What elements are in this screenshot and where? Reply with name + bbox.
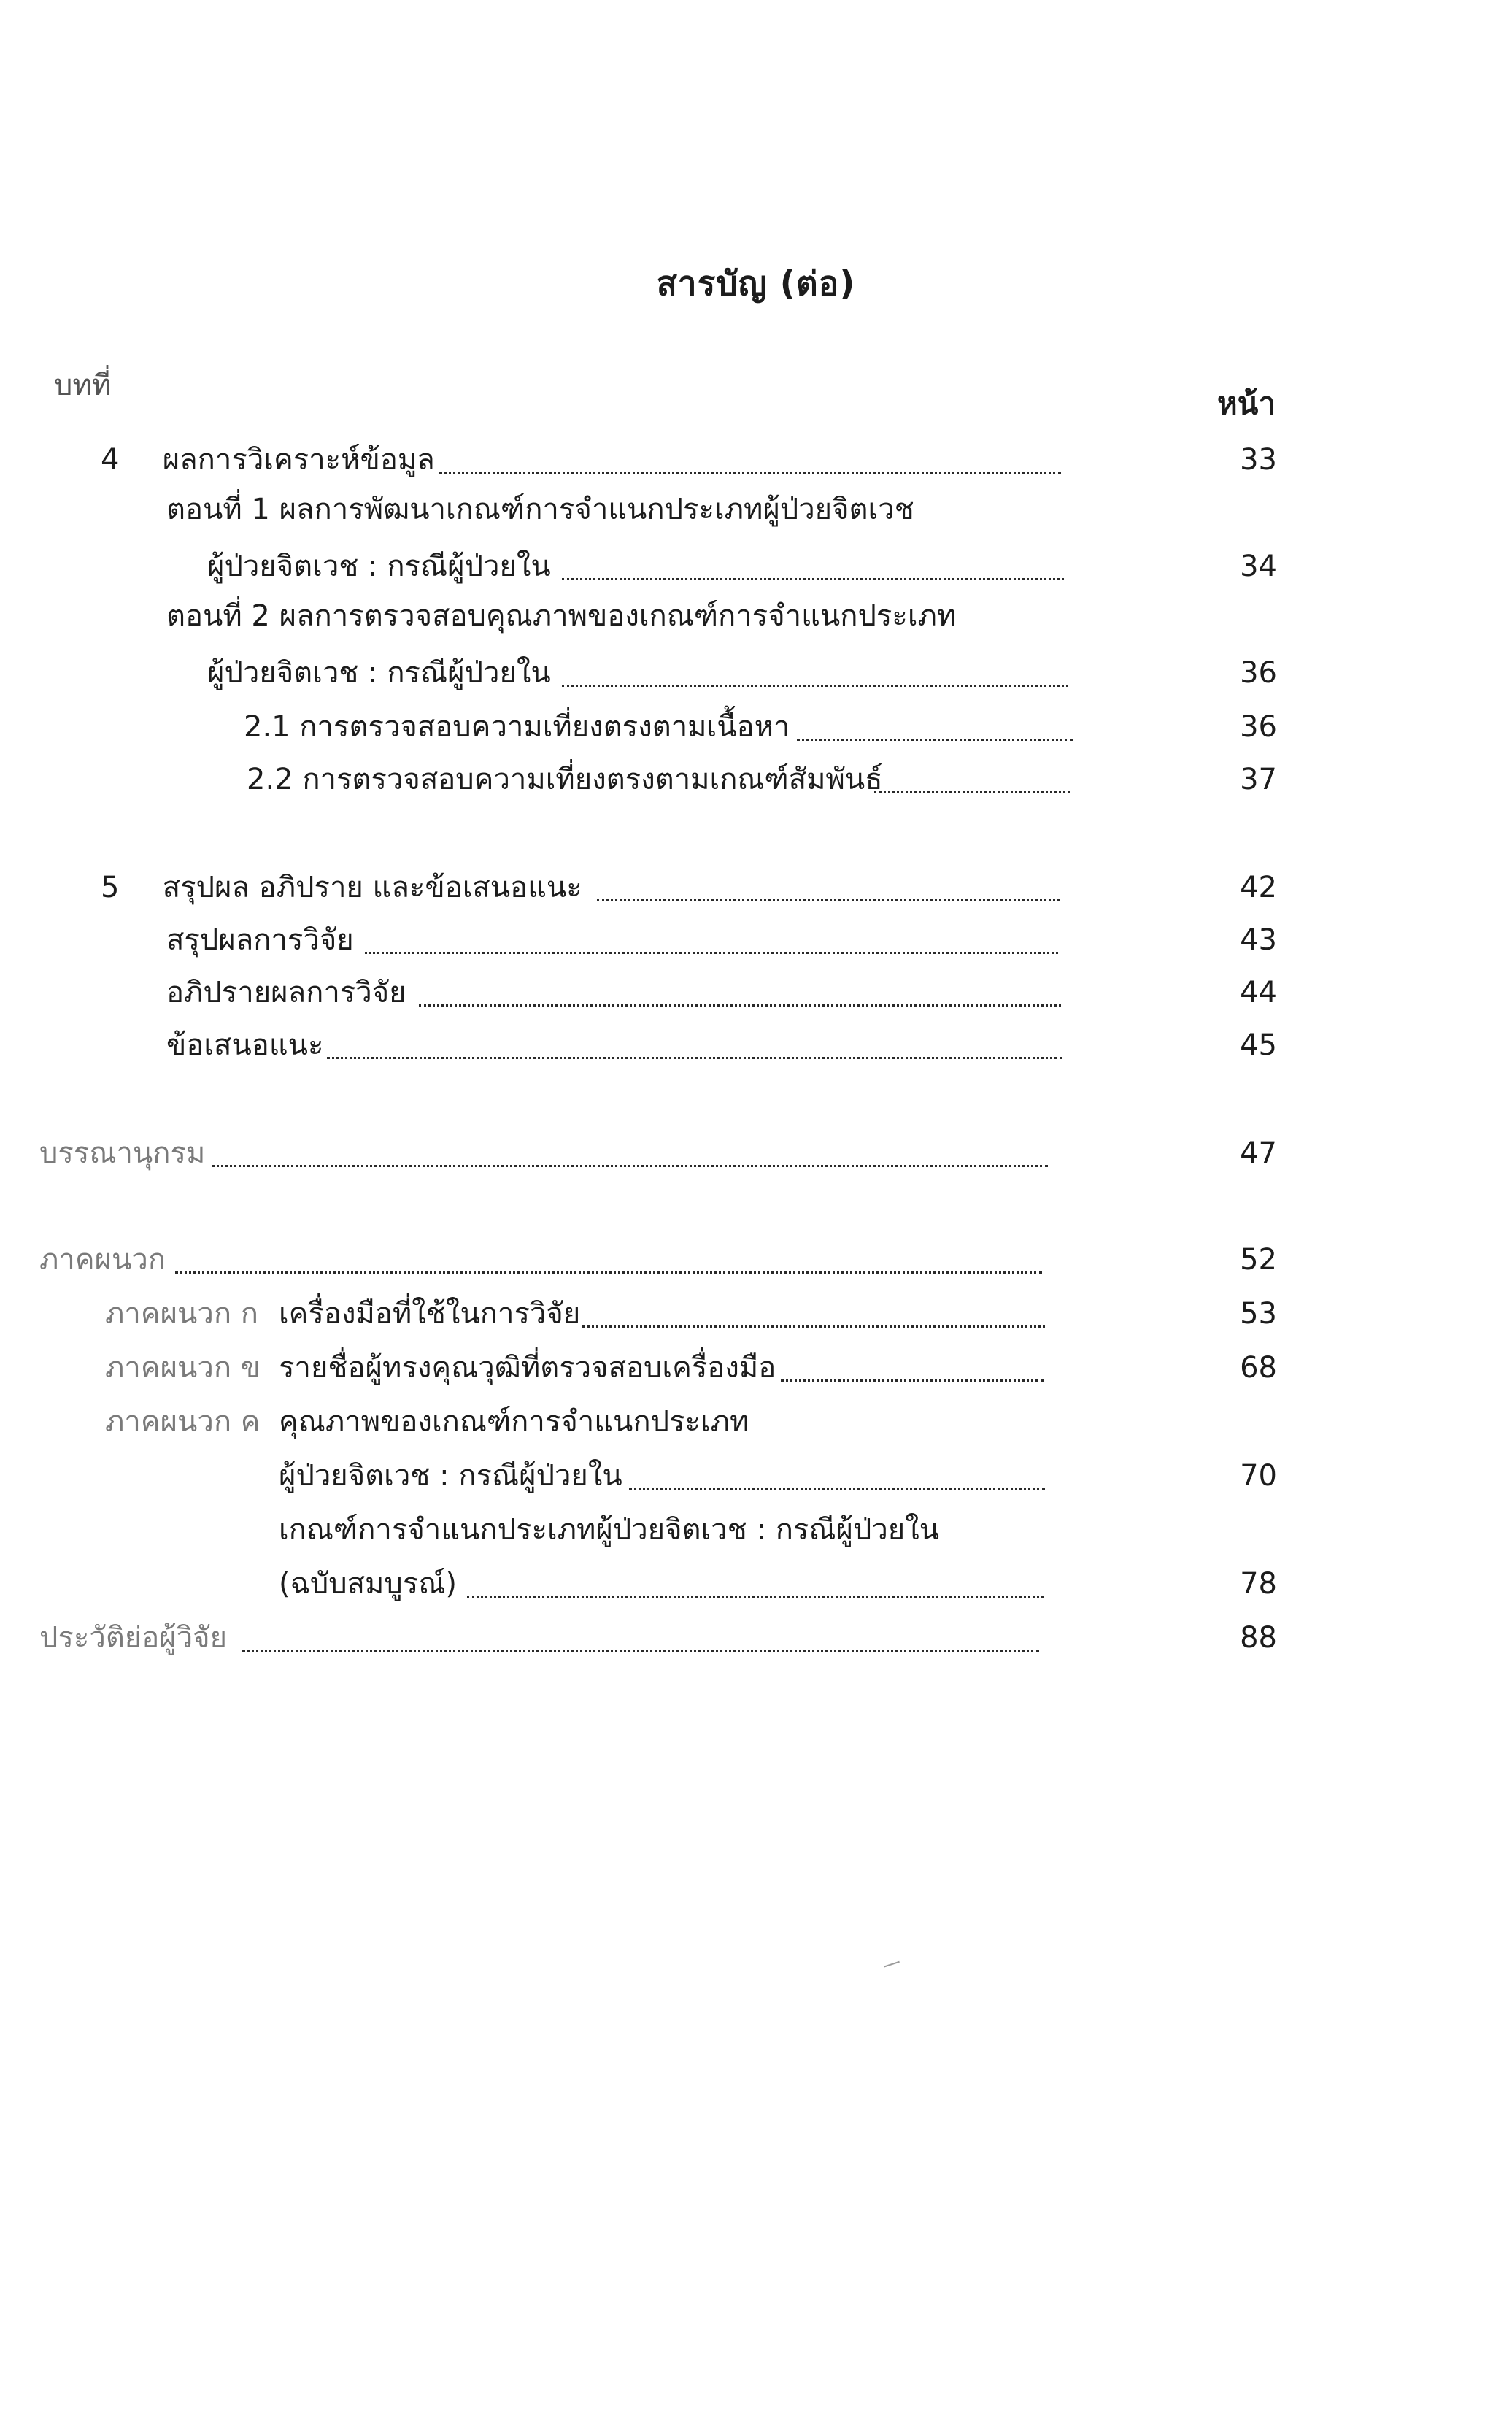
entry-label: เกณฑ์การจำแนกประเภทผู้ป่วยจิตเวช : กรณีผู้ป่วยใน: [279, 1513, 940, 1547]
entry-label: ภาคผนวก: [39, 1243, 166, 1277]
chapter-number: 4: [101, 443, 120, 477]
toc-entry-bibliography[interactable]: [0, 1131, 1512, 1175]
dot-leader: [175, 1228, 1042, 1274]
entry-page-number: 45: [1240, 1028, 1277, 1062]
toc-entry-section-1-cont[interactable]: [0, 544, 1512, 588]
dot-leader: [629, 1444, 1045, 1490]
entry-label: (ฉบับสมบูรณ์): [279, 1567, 458, 1601]
toc-entry-criteria-complete-cont[interactable]: [0, 1562, 1512, 1606]
toc-entry-section-2[interactable]: [0, 594, 1512, 638]
entry-label: รายชื่อผู้ทรงคุณวุฒิที่ตรวจสอบเครื่องมือ: [279, 1351, 776, 1385]
entry-label: อภิปรายผลการวิจัย: [166, 976, 406, 1009]
entry-label: 2.2 การตรวจสอบความเที่ยงตรงตามเกณฑ์สัมพันธ์: [247, 763, 883, 796]
entry-label: ผู้ป่วยจิตเวช : กรณีผู้ป่วยใน: [207, 550, 551, 583]
dot-leader: [327, 1013, 1062, 1059]
toc-entry-chapter-4[interactable]: [0, 438, 1512, 482]
entry-page-number: 44: [1240, 976, 1277, 1009]
entry-page-number: 43: [1240, 923, 1277, 957]
entry-prefix: ภาคผนวก ข: [105, 1351, 261, 1385]
entry-label: ตอนที่ 1 ผลการพัฒนาเกณฑ์การจำแนกประเภทผู้ป่วยจิตเวช: [166, 493, 914, 526]
entry-page-number: 52: [1240, 1243, 1277, 1277]
toc-entry-biography[interactable]: [0, 1616, 1512, 1660]
entry-page-number: 53: [1240, 1297, 1277, 1331]
toc-entry-section-2-cont[interactable]: [0, 651, 1512, 695]
entry-page-number: 36: [1240, 656, 1277, 690]
toc-entry-appendix[interactable]: [0, 1238, 1512, 1282]
dot-leader: [419, 961, 1061, 1007]
toc-entry-chapter-5[interactable]: [0, 866, 1512, 909]
chapter-number: 5: [101, 871, 120, 904]
dot-leader: [582, 1282, 1045, 1328]
toc-entry-conclusion[interactable]: [0, 918, 1512, 962]
scan-speck: [884, 1961, 900, 1971]
entry-label: เครื่องมือที่ใช้ในการวิจัย: [279, 1297, 581, 1331]
entry-label: ตอนที่ 2 ผลการตรวจสอบคุณภาพของเกณฑ์การจำแนกประเภท: [166, 599, 957, 633]
chapter-column-header: บทที่: [54, 369, 112, 402]
toc-entry-suggestions[interactable]: [0, 1023, 1512, 1067]
toc-entry-section-1[interactable]: [0, 488, 1512, 531]
entry-page-number: 37: [1240, 763, 1277, 796]
toc-entry-appendix-b[interactable]: [0, 1346, 1512, 1390]
dot-leader: [597, 855, 1060, 901]
entry-label: ข้อเสนอแนะ: [166, 1028, 324, 1062]
entry-label: ผู้ป่วยจิตเวช : กรณีผู้ป่วยใน: [279, 1459, 622, 1493]
entry-page-number: 36: [1240, 710, 1277, 744]
dot-leader: [212, 1121, 1048, 1167]
entry-label: ผู้ป่วยจิตเวช : กรณีผู้ป่วยใน: [207, 656, 551, 690]
dot-leader: [467, 1552, 1044, 1598]
toc-entry-appendix-c[interactable]: [0, 1400, 1512, 1444]
entry-page-number: 70: [1240, 1459, 1277, 1493]
dot-leader: [439, 428, 1061, 474]
entry-label: สรุปผลการวิจัย: [166, 923, 354, 957]
entry-label: สรุปผล อภิปราย และข้อเสนอแนะ: [162, 871, 582, 904]
dot-leader: [365, 908, 1058, 954]
dot-leader: [562, 641, 1068, 687]
entry-page-number: 68: [1240, 1351, 1277, 1385]
toc-entry-section-2-1[interactable]: [0, 705, 1512, 749]
dot-leader: [797, 695, 1073, 741]
entry-label: ประวัติย่อผู้วิจัย: [39, 1621, 228, 1655]
toc-entry-appendix-c-cont[interactable]: [0, 1454, 1512, 1498]
entry-prefix: ภาคผนวก ค: [105, 1405, 261, 1439]
entry-page-number: 78: [1240, 1567, 1277, 1601]
toc-entry-criteria-complete[interactable]: [0, 1508, 1512, 1552]
dot-leader: [562, 534, 1064, 580]
page-column-header: หน้า: [1217, 385, 1276, 421]
entry-label: บรรณานุกรม: [39, 1136, 206, 1170]
entry-label: คุณภาพของเกณฑ์การจำแนกประเภท: [279, 1405, 749, 1439]
dot-leader: [874, 747, 1070, 793]
entry-page-number: 34: [1240, 550, 1277, 583]
entry-prefix: ภาคผนวก ก: [105, 1297, 258, 1331]
dot-leader: [781, 1336, 1044, 1382]
toc-entry-discussion[interactable]: [0, 971, 1512, 1015]
entry-label: ผลการวิเคราะห์ข้อมูล: [162, 443, 435, 477]
page-title: สารบัญ (ต่อ): [656, 263, 856, 303]
entry-page-number: 88: [1240, 1621, 1277, 1655]
entry-label: 2.1 การตรวจสอบความเที่ยงตรงตามเนื้อหา: [244, 710, 790, 744]
entry-page-number: 33: [1240, 443, 1277, 477]
toc-entry-section-2-2[interactable]: [0, 758, 1512, 801]
entry-page-number: 42: [1240, 871, 1277, 904]
dot-leader: [242, 1606, 1039, 1652]
toc-entry-appendix-a[interactable]: [0, 1292, 1512, 1336]
entry-page-number: 47: [1240, 1136, 1277, 1170]
